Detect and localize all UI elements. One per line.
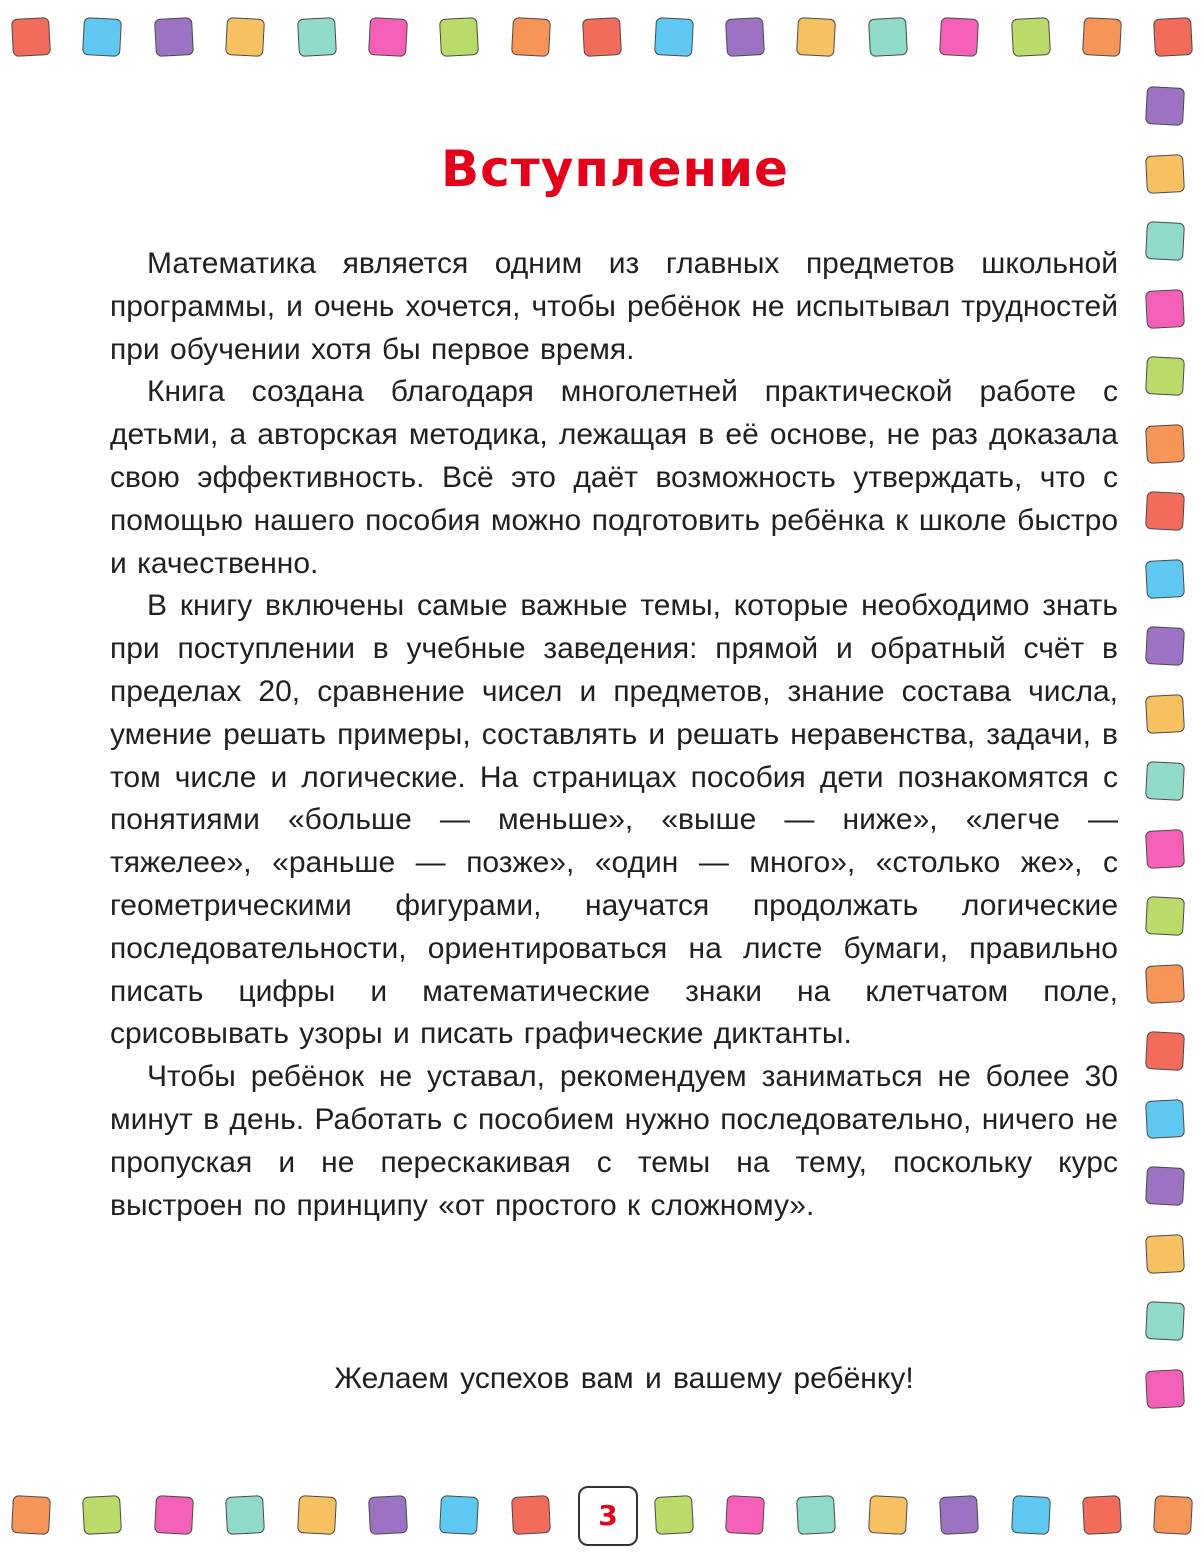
border-square: [154, 17, 194, 57]
border-square: [1145, 694, 1185, 734]
border-square: [1145, 1369, 1185, 1409]
border-square: [1145, 829, 1185, 869]
border-square: [511, 1495, 551, 1535]
page-number: 3: [578, 1486, 638, 1546]
border-square: [868, 1495, 908, 1535]
paragraph: Математика является одним из главных предметов школьной программы, и очень хочется, чтобы ребёнок не испытывал трудностей при обучении хотя бы первое время.: [110, 247, 1118, 366]
border-square: [1011, 1495, 1051, 1535]
border-square: [1145, 761, 1185, 801]
border-square: [1011, 17, 1051, 57]
border-square: [82, 1495, 122, 1535]
border-square: [11, 1495, 51, 1535]
border-square: [796, 1495, 836, 1535]
border-square: [439, 17, 479, 57]
border-square: [1145, 491, 1185, 531]
border-square: [511, 17, 551, 57]
border-square: [939, 1495, 979, 1535]
border-square: [1145, 1099, 1185, 1139]
border-square: [154, 1495, 194, 1535]
border-square: [939, 17, 979, 57]
border-square: [297, 1495, 337, 1535]
border-square: [11, 17, 51, 57]
border-square: [654, 17, 694, 57]
border-square: [368, 17, 408, 57]
border-square: [439, 1495, 479, 1535]
border-square: [1145, 1234, 1185, 1274]
border-square: [1145, 559, 1185, 599]
border-square: [82, 17, 122, 57]
paragraph: Чтобы ребёнок не уставал, рекомендуем заниматься не более 30 минут в день. Работать с пособием нужно последовательно, ничего не пропуская и не перескакивая с темы на тему, поскольку курс выстроен по принципу «от простого к сложному».: [110, 1060, 1118, 1222]
paragraph: Книга создана благодаря многолетней практической работе с детьми, а авторская методика, лежащая в её основе, не раз доказала свою эффективность. Всё это даёт возможность утверждать, что с помощью нашего пособия можно подготовить ребёнка к школе быстро и качественно.: [110, 375, 1118, 580]
border-square: [1145, 1301, 1185, 1341]
border-square: [582, 17, 622, 57]
border-square: [1145, 289, 1185, 329]
intro-text: [110, 243, 1118, 1227]
border-square: [1145, 1166, 1185, 1206]
border-square: [1145, 356, 1185, 396]
border-square: [1153, 1495, 1193, 1535]
border-square: [1145, 86, 1185, 126]
border-square: [1145, 424, 1185, 464]
border-square: [1082, 17, 1122, 57]
border-square: [225, 17, 265, 57]
border-square: [725, 1495, 765, 1535]
border-square: [725, 17, 765, 57]
border-square: [868, 17, 908, 57]
border-square: [1145, 896, 1185, 936]
border-square: [1145, 221, 1185, 261]
border-square: [796, 17, 836, 57]
closing-wish: Желаем успехов вам и вашему ребёнку!: [334, 1362, 914, 1395]
border-square: [297, 17, 337, 57]
border-square: [1145, 1031, 1185, 1071]
border-square: [368, 1495, 408, 1535]
border-square: [1145, 964, 1185, 1004]
border-square: [654, 1495, 694, 1535]
paragraph: В книгу включены самые важные темы, которые необходимо знать при поступлении в учебные заведения: прямой и обратный счёт в пределах 20, сравнение чисел и предметов, знание состава числа, умение решать примеры, составлять и решать неравенства, задачи, в том числе и логические. На страницах пособия дети познакомятся с понятиями «больше — меньше», «выше — ниже», «легче — тяжелее», «раньше — позже», «один — много», «столько же», с геометрическими фигурами, научатся продолжать логические последовательности, ориентироваться на листе бумаги, правильно писать цифры и математические знаки на клетчатом поле, срисовывать узоры и писать графические диктанты.: [110, 589, 1118, 1051]
border-square: [1145, 626, 1185, 666]
border-square: [225, 1495, 265, 1535]
page-title: Вступление: [441, 140, 789, 198]
border-square: [1153, 17, 1193, 57]
border-square: [1082, 1495, 1122, 1535]
